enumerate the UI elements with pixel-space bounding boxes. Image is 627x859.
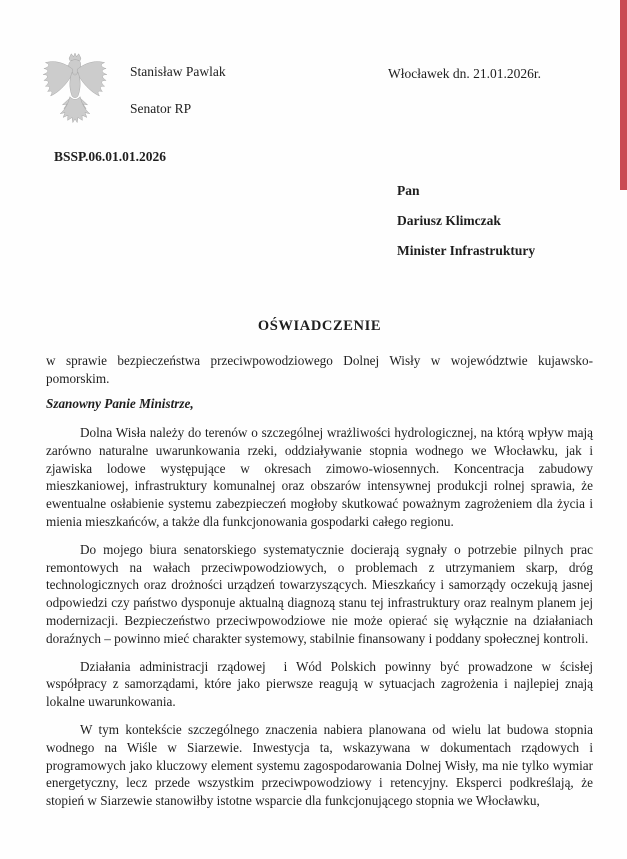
red-accent-stripe <box>620 0 627 190</box>
letter-body <box>46 318 593 820</box>
place-and-date: Włocławek dn. 21.01.2026r. <box>388 66 541 81</box>
salutation-line: Szanowny Panie Ministrze, <box>46 396 194 411</box>
sender-title: Senator RP <box>130 101 192 116</box>
recipient-block <box>397 176 535 266</box>
reference-number: BSSP.06.01.01.2026 <box>54 149 167 164</box>
recipient-name: Dariusz Klimczak <box>397 213 501 228</box>
subject-line: w sprawie bezpieczeństwa przeciwpowodziowego Dolnej Wisły w województwie kujawsko-pomorskim. <box>46 353 593 386</box>
recipient-position: Minister Infrastruktury <box>397 243 536 258</box>
sender-name: Stanisław Pawlak <box>130 64 226 79</box>
paragraph-2: Do mojego biura senatorskiego systematycznie docierają sygnały o potrzebie pilnych prac remontowych na wałach przeciwpowodziowych, o problemach z utrzymaniem skarp, dróg technologicznych oraz drożności urządzeń towarzyszących. Mieszkańcy i samorządy oczekują jasnej odpowiedzi czy państwo dysponuje aktualną diagnozą stanu tej infrastruktury oraz realnym planem jej modernizacji. Bezpieczeństwo przeciwpowodziowe nie może opierać się wyłącznie na działaniach doraźnych – powinno mieć charakter systemowy, stabilnie finansowany i poddany społecznej kontroli. <box>46 541 593 646</box>
statement-heading: OŚWIADCZENIE <box>257 318 382 334</box>
paragraph-3: Działania administracji rządowej i Wód Polskich powinny być prowadzone w ścisłej współpracy z samorządami, które jako pierwsze reagują w sytuacjach zagrożenia i najlepiej znają lokalne uwarunkowania. <box>46 658 593 710</box>
polish-eagle-emblem-icon <box>38 50 112 136</box>
paragraph-4: W tym kontekście szczególnego znaczenia nabiera planowana od wielu lat budowa stopnia wodnego na Wiśle w Siarzewie. Inwestycja ta, wskazywana w dokumentach rządowych i programowych jako kluczowy element systemu zagospodarowania Dolnej Wisły, ma nie tylko wymiar energetyczny, lecz przede wszystkim przeciwpowodziowy i retencyjny. Eksperci podkreślają, że stopień w Siarzewie stanowiłby istotne wsparcie dla funkcjonującego stopnia we Włocławku, <box>46 721 593 809</box>
recipient-salutation: Pan <box>397 183 420 198</box>
paragraph-1: Dolna Wisła należy do terenów o szczególnej wrażliwości hydrologicznej, na którą wpływ mają zarówno naturalne uwarunkowania rzeki, oddziaływanie stopnia wodnego we Włocławku, jak i zjawiska lodowe występujące w okresach zimowo-wiosennych. Koncentracja zabudowy mieszkaniowej, infrastruktury komunalnej oraz obszarów intensywnej produkcji rolnej sprawia, że ewentualne osłabienie systemu zabezpieczeń mogłoby skutkować poważnym zagrożeniem dla życia i mienia mieszkańców, a także dla funkcjonowania gospodarki całego regionu. <box>46 425 593 529</box>
